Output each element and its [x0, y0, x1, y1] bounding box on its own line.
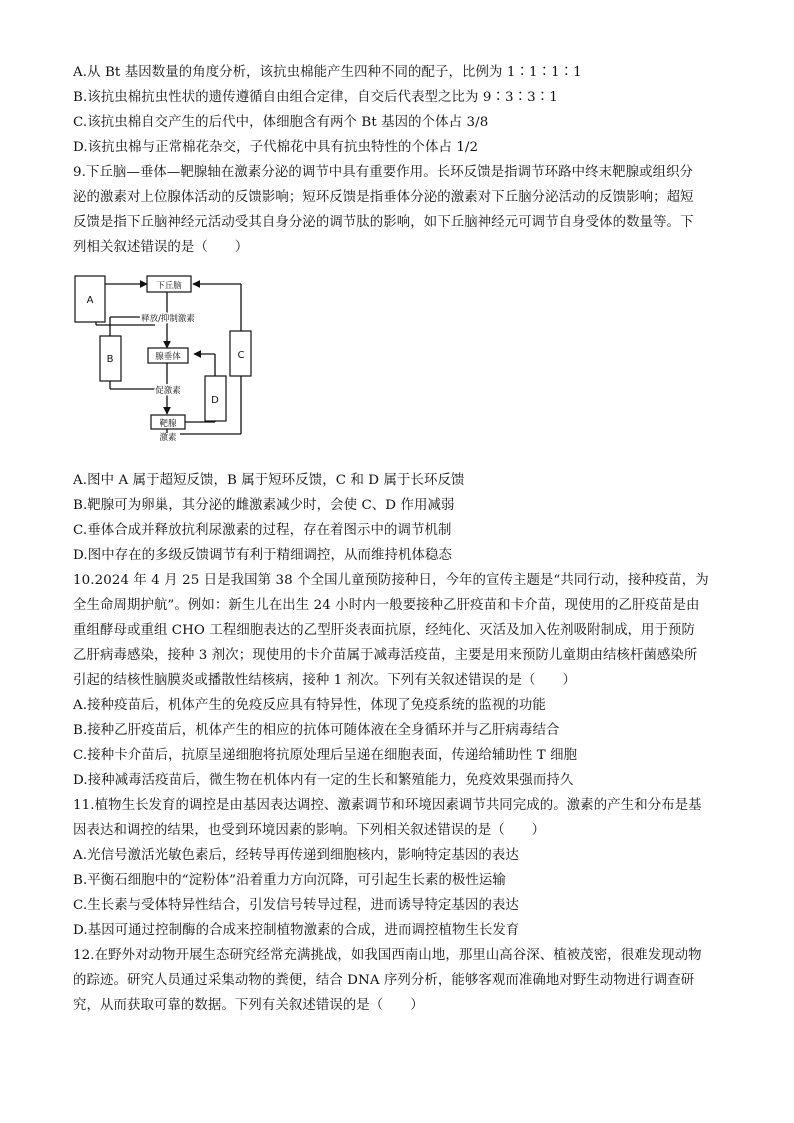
label-hormone: 激素	[159, 433, 177, 442]
q9-option-a: A.图中 A 属于超短反馈，B 属于短环反馈，C 和 D 属于长环反馈	[73, 473, 465, 488]
q9-option-d: D.图中存在的多级反馈调节有利于精细调控，从而维持机体稳态	[73, 548, 452, 563]
label-b: B	[106, 354, 114, 365]
q9-stem-line: 反馈是指下丘脑神经元活动受其自身分泌的调节肽的影响，如下丘脑神经元可调节自身受体的数量等。下	[73, 215, 694, 230]
q10-option-c: C.接种卡介苗后，抗原呈递细胞将抗原处理后呈递在细胞表面，传递给辅助性 T 细胞	[73, 748, 578, 763]
q9-option-b: B.靶腺可为卵巢，其分泌的雌激素减少时，会使 C、D 作用减弱	[73, 498, 455, 513]
label-target-gland: 靶腺	[159, 419, 177, 429]
q8-option-c: C.该抗虫棉自交产生的后代中，体细胞含有两个 Bt 基因的个体占 3/8	[73, 115, 489, 130]
q10-stem-line: 重组酵母或重组 CHO 工程细胞表达的乙型肝炎表面抗原，经纯化、灭活及加入佐剂吸附制成，用于预防	[73, 623, 696, 638]
q11-option-b: B.平衡石细胞中的“淀粉体”沿着重力方向沉降，可引起生长素的极性运输	[73, 873, 506, 888]
label-hypothalamus: 下丘脑	[156, 281, 182, 291]
q11-option-a: A.光信号激活光敏色素后，经转导再传递到细胞核内，影响特定基因的表达	[73, 848, 519, 863]
q8-option-d: D.该抗虫棉与正常棉花杂交，子代棉花中具有抗虫特性的个体占 1/2	[73, 140, 479, 155]
q9-option-c: C.垂体合成并释放抗利尿激素的过程，存在着图示中的调节机制	[73, 523, 452, 538]
q11-stem-line: 11.植物生长发育的调控是由基因表达调控、激素调节和环境因素调节共同完成的。激素的产生和分布是基	[73, 798, 702, 813]
q12-stem-line: 的踪迹。研究人员通过采集动物的粪便，结合 DNA 序列分析，能够客观而准确地对野生动物进行调查研	[73, 973, 695, 988]
q8-option-b: B.该抗虫棉抗虫性状的遗传遵循自由组合定律，自交后代表型之比为 9∶3∶3∶1	[73, 90, 558, 105]
label-tropic-hormone: 促激素	[155, 386, 181, 396]
q10-option-d: D.接种减毒活疫苗后，微生物在机体内有一定的生长和繁殖能力，免疫效果强而持久	[73, 773, 574, 788]
label-d: D	[211, 395, 219, 406]
q9-stem-line: 9.下丘脑—垂体—靶腺轴在激素分泌的调节中具有重要作用。长环反馈是指调节环路中终末靶腺或组织分	[73, 165, 694, 180]
q11-option-d: D.基因可通过控制酶的合成来控制植物激素的合成，进而调控植物生长发育	[73, 923, 520, 938]
q10-stem-line: 10.2024 年 4 月 25 日是我国第 38 个全国儿童预防接种日，今年的宣传主题是“共同行动，接种疫苗，为	[73, 573, 709, 588]
q10-option-b: B.接种乙肝疫苗后，机体产生的相应的抗体可随体液在全身循环并与乙肝病毒结合	[73, 723, 560, 738]
q9-stem-line: 泌的激素对上位腺体活动的反馈影响；短环反馈是指垂体分泌的激素对下丘脑分泌活动的反馈影响；超短	[73, 190, 694, 205]
feedback-diagram	[70, 270, 270, 442]
label-a: A	[86, 295, 94, 306]
q10-stem-line: 引起的结核性脑膜炎或播散性结核病，接种 1 剂次。下列有关叙述错误的是（ ）	[73, 673, 576, 688]
q10-stem-line: 乙肝病毒感染，接种 3 剂次；现使用的卡介苗属于减毒活疫苗，主要是用来预防儿童期由结核杆菌感染所	[73, 648, 698, 663]
q9-stem-line: 列相关叙述错误的是（ ）	[73, 240, 249, 255]
q12-stem-line: 12.在野外对动物开展生态研究经常充满挑战，如我国西南山地，那里山高谷深、植被茂密，很难发现动物	[73, 948, 702, 963]
q12-stem-line: 究，从而获取可靠的数据。下列有关叙述错误的是（ ）	[73, 998, 424, 1013]
label-release-inhibit: 释放/抑制激素	[141, 314, 195, 324]
q8-option-a: A.从 Bt 基因数量的角度分析，该抗虫棉能产生四种不同的配子，比例为 1∶1∶1∶1	[73, 65, 582, 80]
q11-option-c: C.生长素与受体特异性结合，引发信号转导过程，进而诱导特定基因的表达	[73, 898, 519, 913]
label-c: C	[237, 350, 245, 361]
q11-stem-line: 因表达和调控的结果，也受到环境因素的影响。下列相关叙述错误的是（ ）	[73, 823, 546, 838]
q10-stem-line: 全生命周期护航”。例如：新生儿在出生 24 小时内一般要接种乙肝疫苗和卡介苗，现使用的乙肝疫苗是由	[73, 598, 700, 613]
label-pituitary: 腺垂体	[155, 352, 181, 362]
q10-option-a: A.接种疫苗后，机体产生的免疫反应具有特异性，体现了免疫系统的监视的功能	[73, 698, 546, 713]
